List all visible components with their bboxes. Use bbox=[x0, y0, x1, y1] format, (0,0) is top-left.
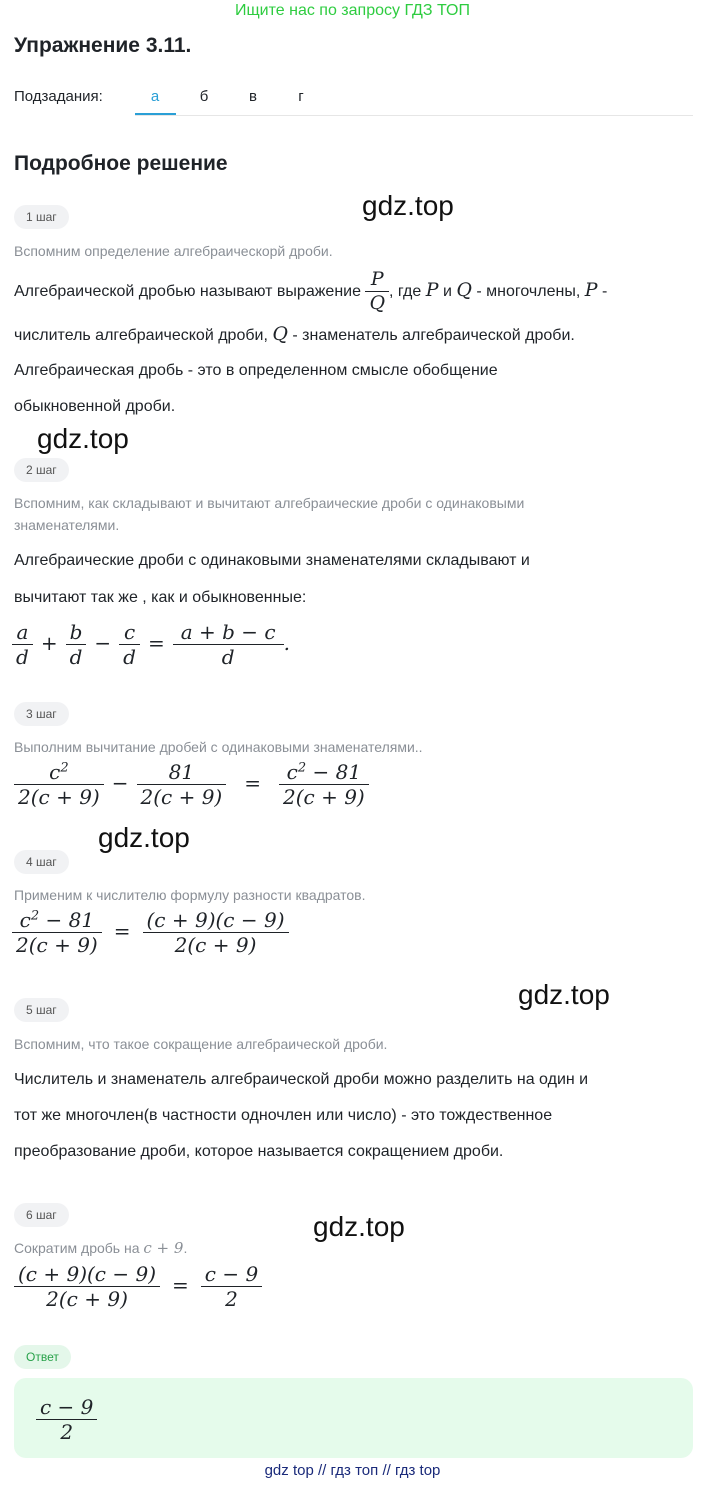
math-expression: c + 9 bbox=[143, 1239, 184, 1257]
paragraph-line: преобразование дроби, которое называется сокращением дроби. bbox=[14, 1143, 504, 1160]
tab-b[interactable]: б bbox=[199, 88, 209, 105]
math-var: c bbox=[19, 908, 31, 932]
answer-badge: Ответ bbox=[14, 1345, 71, 1369]
math-var: P bbox=[425, 279, 439, 301]
footer-separator: // bbox=[317, 1462, 327, 1479]
tab-a[interactable]: а bbox=[150, 88, 160, 105]
numerator: a + b − c bbox=[180, 620, 276, 644]
denominator: 2 bbox=[60, 1420, 74, 1444]
paragraph-line: обыкновенной дроби. bbox=[14, 398, 176, 415]
denominator: 2(c + 9) bbox=[174, 933, 257, 957]
text-segment: Сократим дробь на bbox=[14, 1240, 140, 1256]
step-hint: Выполним вычитание дробей с одинаковыми знаменателями.. bbox=[14, 739, 423, 755]
operator: = bbox=[113, 919, 131, 943]
step-hint: Вспомним, что такое сокращение алгебраической дроби. bbox=[14, 1036, 388, 1052]
operator: + bbox=[40, 631, 58, 655]
exponent: 2 bbox=[60, 760, 69, 776]
step-badge: 4 шаг bbox=[14, 850, 69, 874]
paragraph-line: Числитель и знаменатель алгебраической дроби можно разделить на один и bbox=[14, 1071, 589, 1088]
operator: − bbox=[94, 631, 112, 655]
fraction-p-over-q bbox=[365, 268, 389, 315]
math-var: c bbox=[286, 760, 298, 784]
period: . bbox=[183, 1240, 188, 1256]
footer-separator: // bbox=[382, 1462, 391, 1479]
numerator: 81 bbox=[168, 760, 195, 784]
paragraph-line: Алгебраическая дробь - это в определенном смысле обобщение bbox=[14, 362, 498, 379]
denominator: 2(c + 9) bbox=[283, 785, 365, 809]
answer-formula bbox=[36, 1395, 97, 1444]
math-var: Q bbox=[456, 279, 472, 301]
operator: − bbox=[111, 771, 129, 795]
watermark: gdz.top bbox=[37, 423, 129, 454]
step-hint: Вспомним определение алгебраическорй дроби. bbox=[14, 243, 333, 259]
period: . bbox=[283, 631, 290, 655]
numerator: (c + 9)(c − 9) bbox=[146, 908, 285, 932]
step-badge: 1 шаг bbox=[14, 205, 69, 229]
denominator: 2(c + 9) bbox=[46, 1287, 128, 1311]
numerator-tail: − 81 bbox=[306, 760, 362, 784]
step-badge: 6 шаг bbox=[14, 1203, 69, 1227]
answer-box bbox=[14, 1378, 693, 1458]
operator: = bbox=[244, 771, 261, 795]
subtasks-label: Подзадания: bbox=[14, 88, 103, 105]
search-banner: Ищите нас по запросу ГДЗ ТОП bbox=[235, 2, 470, 19]
exponent: 2 bbox=[297, 760, 307, 776]
active-tab-indicator bbox=[135, 113, 176, 115]
denominator: d bbox=[221, 645, 235, 669]
watermark: gdz.top bbox=[518, 979, 610, 1010]
denominator: 2(c + 9) bbox=[18, 785, 100, 809]
numerator: P bbox=[370, 268, 384, 291]
formula-difference-of-squares bbox=[12, 908, 289, 957]
numerator: (c + 9)(c − 9) bbox=[18, 1262, 157, 1286]
numerator: c bbox=[123, 620, 136, 644]
footer-link[interactable]: gdz top bbox=[264, 1462, 314, 1479]
text-segment: - знаменатель алгебраической дроби. bbox=[292, 327, 575, 344]
tab-g[interactable]: г bbox=[298, 88, 304, 105]
numerator: b bbox=[69, 620, 83, 644]
text-segment: числитель алгебраической дроби, bbox=[14, 327, 268, 344]
numerator: c − 9 bbox=[204, 1262, 259, 1286]
formula-subtract bbox=[14, 760, 369, 809]
tabs-divider bbox=[135, 115, 693, 116]
step-hint: Применим к числителю формулу разности квадратов. bbox=[14, 887, 366, 903]
denominator: d bbox=[16, 645, 29, 669]
math-var: Q bbox=[272, 323, 288, 345]
watermark: gdz.top bbox=[313, 1211, 405, 1242]
denominator: 2(c + 9) bbox=[16, 933, 98, 957]
paragraph-line: тот же многочлен(в частности одночлен или число) - это тождественное bbox=[14, 1107, 553, 1124]
text-segment: и bbox=[442, 283, 452, 300]
numerator: a bbox=[16, 620, 29, 644]
formula-reduce bbox=[14, 1262, 262, 1311]
denominator: Q bbox=[369, 292, 386, 315]
footer-links bbox=[0, 1462, 705, 1479]
text-segment: Алгебраической дробью называют выражение bbox=[14, 283, 361, 300]
text-segment: - bbox=[601, 283, 608, 300]
math-var: P bbox=[584, 279, 598, 301]
denominator: d bbox=[123, 645, 136, 669]
text-segment: , где bbox=[389, 283, 422, 300]
step-badge: 5 шаг bbox=[14, 998, 69, 1022]
footer-link[interactable]: гдз top bbox=[394, 1462, 441, 1479]
exercise-title: Упражнение 3.11. bbox=[14, 34, 192, 57]
definition-line-2 bbox=[14, 316, 575, 354]
operator: = bbox=[147, 631, 165, 655]
denominator: 2 bbox=[225, 1287, 238, 1311]
step-badge: 3 шаг bbox=[14, 702, 69, 726]
tab-v[interactable]: в bbox=[249, 88, 257, 105]
step-hint: Вспомним, как складывают и вычитают алгебраические дроби с одинаковыми bbox=[14, 495, 525, 511]
text-segment: - многочлены, bbox=[476, 283, 581, 300]
numerator: c − 9 bbox=[40, 1395, 94, 1419]
footer-link[interactable]: гдз топ bbox=[330, 1462, 379, 1479]
formula-sum bbox=[12, 620, 290, 669]
math-var: c bbox=[49, 760, 61, 784]
numerator-tail: − 81 bbox=[39, 908, 95, 932]
denominator: d bbox=[69, 645, 83, 669]
paragraph-line: вычитают так же , как и обыкновенные: bbox=[14, 589, 307, 606]
step-badge: 2 шаг bbox=[14, 458, 69, 482]
denominator: 2(c + 9) bbox=[140, 785, 223, 809]
solution-title: Подробное решение bbox=[14, 152, 228, 175]
paragraph-line: Алгебраические дроби с одинаковыми знаменателями складывают и bbox=[14, 552, 530, 569]
step-hint bbox=[14, 1237, 187, 1259]
step-hint: знаменателями. bbox=[14, 517, 120, 533]
exponent: 2 bbox=[30, 908, 40, 924]
operator: = bbox=[172, 1273, 189, 1297]
watermark: gdz.top bbox=[362, 190, 454, 221]
watermark: gdz.top bbox=[98, 822, 190, 853]
definition-line bbox=[14, 268, 607, 315]
